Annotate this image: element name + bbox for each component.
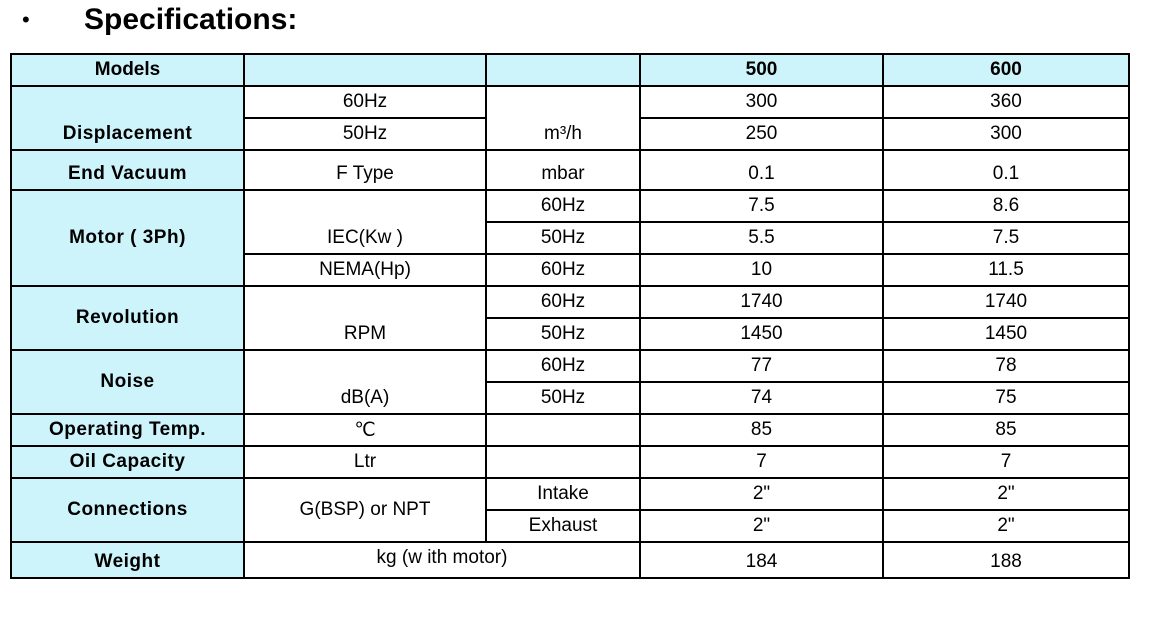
end-vacuum-500: 0.1 bbox=[640, 150, 883, 190]
header-blank-2 bbox=[486, 54, 640, 86]
specifications-table bbox=[10, 53, 1130, 579]
motor-50hz: 50Hz bbox=[486, 222, 640, 254]
revolution-row-60 bbox=[11, 286, 1129, 318]
connections-label: Connections bbox=[11, 478, 244, 542]
page-heading bbox=[22, 0, 297, 40]
noise-50hz: 50Hz bbox=[486, 382, 640, 414]
motor-500-50: 5.5 bbox=[640, 222, 883, 254]
revolution-600-50: 1450 bbox=[883, 318, 1129, 350]
displacement-row-60 bbox=[11, 86, 1129, 118]
oil-capacity-500: 7 bbox=[640, 446, 883, 478]
end-vacuum-row bbox=[11, 150, 1129, 190]
noise-500-50: 74 bbox=[640, 382, 883, 414]
weight-label: Weight bbox=[11, 542, 244, 578]
motor-nema-500: 10 bbox=[640, 254, 883, 286]
bullet: • bbox=[22, 7, 30, 32]
connections-exhaust-600: 2" bbox=[883, 510, 1129, 542]
noise-60hz: 60Hz bbox=[486, 350, 640, 382]
header-blank-1 bbox=[244, 54, 486, 86]
page-title: Specifications: bbox=[84, 3, 298, 36]
oil-capacity-blank bbox=[486, 446, 640, 478]
displacement-60hz: 60Hz bbox=[244, 86, 486, 118]
operating-temp-unit: ℃ bbox=[244, 414, 486, 446]
displacement-unit: m³/h bbox=[486, 86, 640, 150]
oil-capacity-label: Oil Capacity bbox=[11, 446, 244, 478]
revolution-unit: RPM bbox=[244, 286, 486, 350]
end-vacuum-unit: mbar bbox=[486, 150, 640, 190]
connections-intake-600: 2" bbox=[883, 478, 1129, 510]
operating-temp-label: Operating Temp. bbox=[11, 414, 244, 446]
end-vacuum-type: F Type bbox=[244, 150, 486, 190]
model-600-header: 600 bbox=[883, 54, 1129, 86]
motor-row-60 bbox=[11, 190, 1129, 222]
displacement-500-50: 250 bbox=[640, 118, 883, 150]
displacement-label: Displacement bbox=[11, 86, 244, 150]
revolution-600-60: 1740 bbox=[883, 286, 1129, 318]
displacement-50hz: 50Hz bbox=[244, 118, 486, 150]
motor-nema: NEMA(Hp) bbox=[244, 254, 486, 286]
motor-500-60: 7.5 bbox=[640, 190, 883, 222]
weight-unit: kg (w ith motor) bbox=[244, 542, 640, 578]
displacement-600-50: 300 bbox=[883, 118, 1129, 150]
motor-label: Motor ( 3Ph) bbox=[11, 190, 244, 286]
revolution-500-50: 1450 bbox=[640, 318, 883, 350]
oil-capacity-unit: Ltr bbox=[244, 446, 486, 478]
connections-intake: Intake bbox=[486, 478, 640, 510]
end-vacuum-600: 0.1 bbox=[883, 150, 1129, 190]
motor-600-50: 7.5 bbox=[883, 222, 1129, 254]
models-label: Models bbox=[11, 54, 244, 86]
noise-label: Noise bbox=[11, 350, 244, 414]
revolution-500-60: 1740 bbox=[640, 286, 883, 318]
oil-capacity-row bbox=[11, 446, 1129, 478]
connections-exhaust-500: 2" bbox=[640, 510, 883, 542]
revolution-60hz: 60Hz bbox=[486, 286, 640, 318]
noise-row-60 bbox=[11, 350, 1129, 382]
connections-exhaust: Exhaust bbox=[486, 510, 640, 542]
connections-row-intake bbox=[11, 478, 1129, 510]
displacement-600-60: 360 bbox=[883, 86, 1129, 118]
motor-iec: IEC(Kw ) bbox=[244, 190, 486, 254]
noise-500-60: 77 bbox=[640, 350, 883, 382]
operating-temp-row bbox=[11, 414, 1129, 446]
operating-temp-500: 85 bbox=[640, 414, 883, 446]
motor-nema-60hz: 60Hz bbox=[486, 254, 640, 286]
header-row bbox=[11, 54, 1129, 86]
operating-temp-600: 85 bbox=[883, 414, 1129, 446]
operating-temp-blank bbox=[486, 414, 640, 446]
motor-60hz: 60Hz bbox=[486, 190, 640, 222]
oil-capacity-600: 7 bbox=[883, 446, 1129, 478]
weight-600: 188 bbox=[883, 542, 1129, 578]
weight-500: 184 bbox=[640, 542, 883, 578]
weight-row bbox=[11, 542, 1129, 578]
model-500-header: 500 bbox=[640, 54, 883, 86]
noise-600-50: 75 bbox=[883, 382, 1129, 414]
end-vacuum-label: End Vacuum bbox=[11, 150, 244, 190]
revolution-50hz: 50Hz bbox=[486, 318, 640, 350]
displacement-500-60: 300 bbox=[640, 86, 883, 118]
connections-intake-500: 2" bbox=[640, 478, 883, 510]
noise-unit: dB(A) bbox=[244, 350, 486, 414]
revolution-label: Revolution bbox=[11, 286, 244, 350]
connections-unit: G(BSP) or NPT bbox=[244, 478, 486, 542]
motor-600-60: 8.6 bbox=[883, 190, 1129, 222]
motor-nema-600: 11.5 bbox=[883, 254, 1129, 286]
noise-600-60: 78 bbox=[883, 350, 1129, 382]
